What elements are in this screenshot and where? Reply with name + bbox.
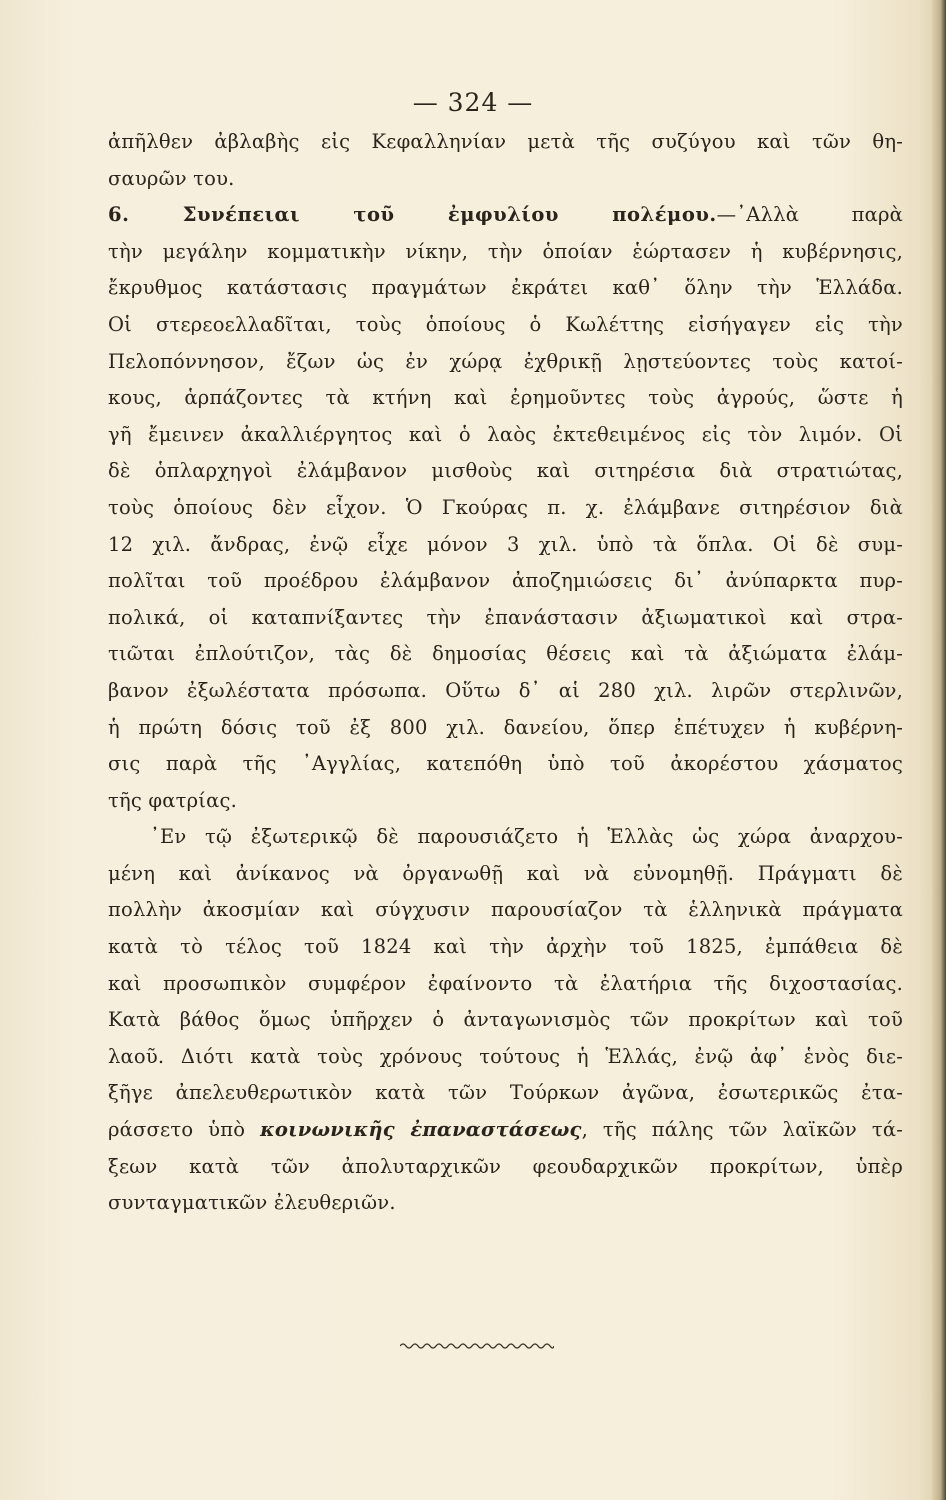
section-heading-line: 6. Συνέπειαι τοῦ ἐμφυλίου πολέμου.—᾿Αλλὰ παρὰ: [108, 203, 903, 227]
text-line: σαυρῶν του.: [108, 166, 235, 190]
text-line: ράσσετο ὑπὸ κοινωνικῆς ἐπαναστάσεως, τῆς πάλης τῶν λαϊκῶν τά-: [108, 1118, 903, 1142]
text-line: κους, ἁρπάζοντες τὰ κτήνη καὶ ἐρημοῦντες τοὺς ἀγρούς, ὥστε ἡ: [108, 386, 903, 410]
text-line: τοὺς ὁποίους δὲν εἶχον. Ὁ Γκούρας π. χ. ἐλάμβανε σιτηρέσιον διὰ: [108, 495, 903, 519]
text-line: βανον ἐξωλέστατα πρόσωπα. Οὕτω δ᾿ αἱ 280 χιλ. λιρῶν στερλινῶν,: [108, 678, 903, 702]
text-line: 12 χιλ. ἄνδρας, ἐνῷ εἶχε μόνον 3 χιλ. ὑπὸ τὰ ὅπλα. Οἱ δὲ συμ-: [108, 532, 903, 556]
text-line: ἡ πρώτη δόσις τοῦ ἐξ 800 χιλ. δανείου, ὅπερ ἐπέτυχεν ἡ κυβέρνη-: [108, 715, 903, 739]
page-number: — 324 —: [412, 88, 534, 117]
text-line: συνταγματικῶν ἐλευθεριῶν.: [108, 1191, 396, 1215]
paragraph-start-line: ᾿Εν τῷ ἐξωτερικῷ δὲ παρουσιάζετο ἡ Ἑλλὰς ὡς χώρα ἀναρχου-: [150, 825, 903, 849]
page-edge: [932, 0, 946, 1500]
text-line: Πελοπόννησον, ἔζων ὡς ἐν χώρᾳ ἐχθρικῇ λῃστεύοντες τοὺς κατοί-: [108, 349, 903, 373]
text-line: δὲ ὁπλαρχηγοὶ ἐλάμβανον μισθοὺς καὶ σιτηρέσια διὰ στρατιώτας,: [108, 459, 903, 483]
text-line: ξῆγε ἀπελευθερωτικὸν κατὰ τῶν Τούρκων ἀγῶνα, ἐσωτερικῶς ἐτα-: [108, 1081, 903, 1105]
wavy-divider-ornament: [400, 1342, 554, 1350]
text-line: κατὰ τὸ τέλος τοῦ 1824 καὶ τὴν ἀρχὴν τοῦ 1825, ἐμπάθεια δὲ: [108, 935, 903, 959]
text-line: σις παρὰ τῆς ᾿Αγγλίας, κατεπόθη ὑπὸ τοῦ ἀκορέστου χάσματος: [108, 752, 903, 776]
text-line: μένη καὶ ἀνίκανος νὰ ὀργανωθῇ καὶ νὰ εὐνομηθῇ. Πράγματι δὲ: [108, 861, 903, 885]
text-line: γῆ ἔμεινεν ἀκαλλιέργητος καὶ ὁ λαὸς ἐκτεθειμένος εἰς τὸν λιμόν. Οἱ: [108, 422, 903, 446]
text-line: λαοῦ. Διότι κατὰ τοὺς χρόνους τούτους ἡ Ἑλλάς, ἐνῷ ἀφ᾿ ἑνὸς διε-: [108, 1044, 903, 1068]
text-line: Κατὰ βάθος ὅμως ὑπῆρχεν ὁ ἀνταγωνισμὸς τῶν προκρίτων καὶ τοῦ: [108, 1008, 903, 1032]
text-line: Οἱ στερεοελλαδῖται, τοὺς ὁποίους ὁ Κωλέττης εἰσήγαγεν εἰς τὴν: [108, 312, 903, 336]
section-heading: 6. Συνέπειαι τοῦ ἐμφυλίου πολέμου.: [108, 203, 717, 227]
text-line: ἀπῆλθεν ἀβλαβὴς εἰς Κεφαλληνίαν μετὰ τῆς συζύγου καὶ τῶν θη-: [108, 130, 903, 153]
text-line: πολλὴν ἀκοσμίαν καὶ σύγχυσιν παρουσίαζον τὰ ἑλληνικὰ πράγματα: [108, 898, 903, 922]
text-line: πολικά, οἱ καταπνίξαντες τὴν ἐπανάστασιν ἀξιωματικοὶ καὶ στρα-: [108, 605, 903, 629]
text-line: καὶ προσωπικὸν συμφέρον ἐφαίνοντο τὰ ἐλατήρια τῆς διχοστασίας.: [108, 971, 903, 995]
text-line: τῆς φατρίας.: [108, 788, 237, 812]
text-line: ἔκρυθμος κατάστασις πραγμάτων ἐκράτει καθ᾿ ὅλην τὴν Ἑλλάδα.: [108, 276, 903, 300]
body-text: [108, 124, 903, 1222]
text-line: τιῶται ἐπλούτιζον, τὰς δὲ δημοσίας θέσεις καὶ τὰ ἀξιώματα ἐλάμ-: [108, 642, 903, 666]
emphasized-phrase: κοινωνικῆς ἐπαναστάσεως: [260, 1118, 582, 1142]
text-line: τὴν μεγάλην κομματικὴν νίκην, τὴν ὁποίαν ἑώρτασεν ἡ κυβέρνησις,: [108, 239, 903, 263]
text-line: ξεων κατὰ τῶν ἀπολυταρχικῶν φεουδαρχικῶν προκρίτων, ὑπὲρ: [108, 1154, 903, 1178]
text-line: πολῖται τοῦ προέδρου ἐλάμβανον ἀποζημιώσεις δι᾿ ἀνύπαρκτα πυρ-: [108, 569, 903, 593]
